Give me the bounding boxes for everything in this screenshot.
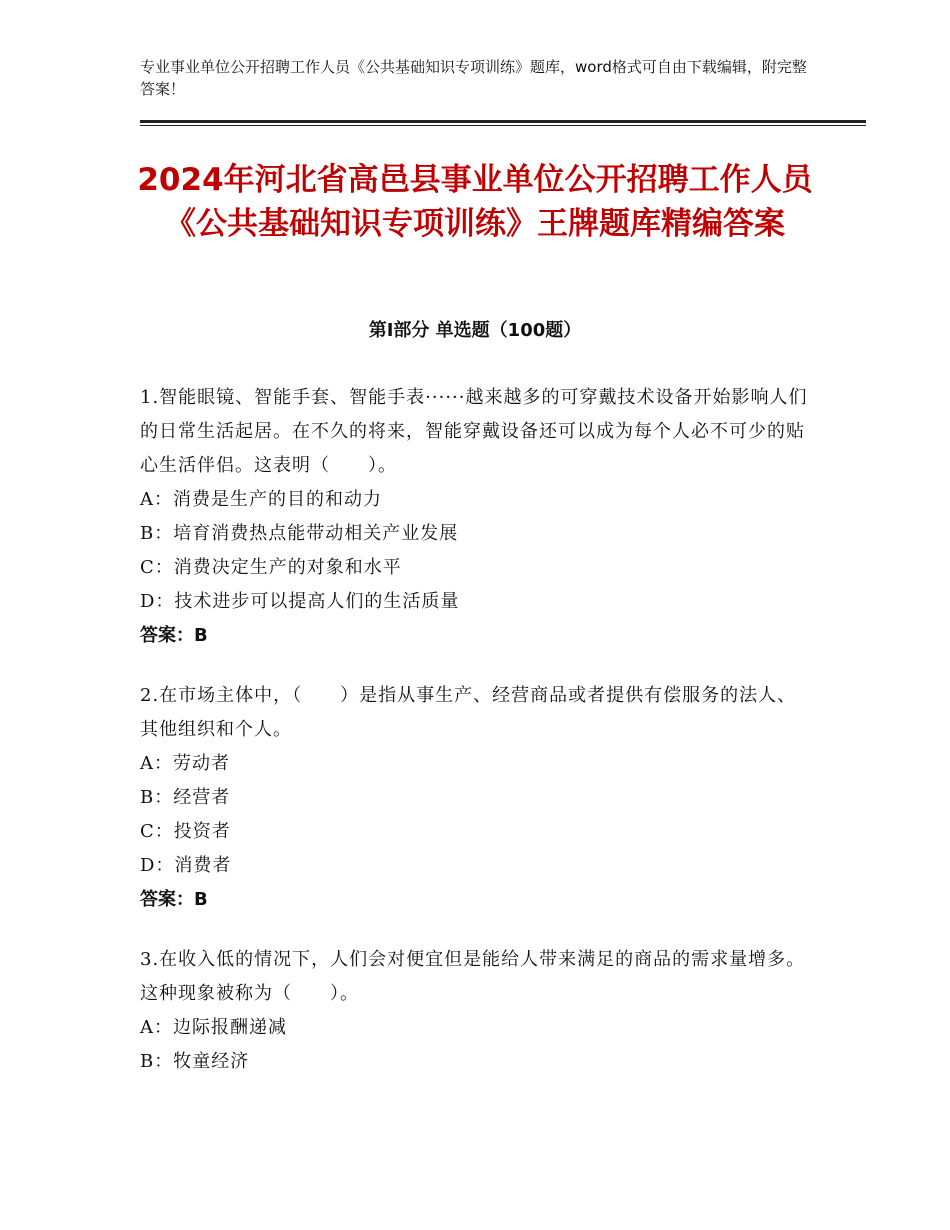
option-a: A：边际报酬递减	[140, 1017, 287, 1038]
section-title: 第Ⅰ部分 单选题（100题）	[368, 320, 582, 341]
question-2	[140, 679, 810, 917]
option-a: A：消费是生产的目的和动力	[140, 489, 382, 510]
question-stem: 2.在市场主体中，（ ）是指从事生产、经营商品或者提供有偿服务的法人、其他组织和个人。	[140, 685, 797, 740]
option-d: D：消费者	[140, 855, 232, 876]
option-c: C：投资者	[140, 821, 231, 842]
answer: 答案：B	[140, 625, 208, 646]
option-b: B：牧童经济	[140, 1051, 250, 1072]
question-3	[140, 943, 810, 1079]
option-b: B：经营者	[140, 787, 231, 808]
header-divider-thick	[140, 120, 866, 123]
header-divider-thin	[140, 125, 866, 126]
answer: 答案：B	[140, 889, 208, 910]
question-stem: 3.在收入低的情况下，人们会对便宜但是能给人带来满足的商品的需求量增多。这种现象被称为（ ）。	[140, 949, 806, 1004]
document-title: 2024年河北省高邑县事业单位公开招聘工作人员《公共基础知识专项训练》王牌题库精编答案	[137, 162, 813, 242]
header-note: 专业事业单位公开招聘工作人员《公共基础知识专项训练》题库，word格式可自由下载编辑，附完整答案！	[140, 58, 807, 98]
question-stem: 1.智能眼镜、智能手套、智能手表······越来越多的可穿戴技术设备开始影响人们的日常生活起居。在不久的将来，智能穿戴设备还可以成为每个人必不可少的贴心生活伴侣。这表明（ ）。	[140, 387, 808, 476]
option-a: A：劳动者	[140, 753, 230, 774]
option-d: D：技术进步可以提高人们的生活质量	[140, 591, 460, 612]
option-b: B：培育消费热点能带动相关产业发展	[140, 523, 459, 544]
question-list	[140, 381, 810, 1105]
option-c: C：消费决定生产的对象和水平	[140, 557, 402, 578]
question-1	[140, 381, 810, 653]
